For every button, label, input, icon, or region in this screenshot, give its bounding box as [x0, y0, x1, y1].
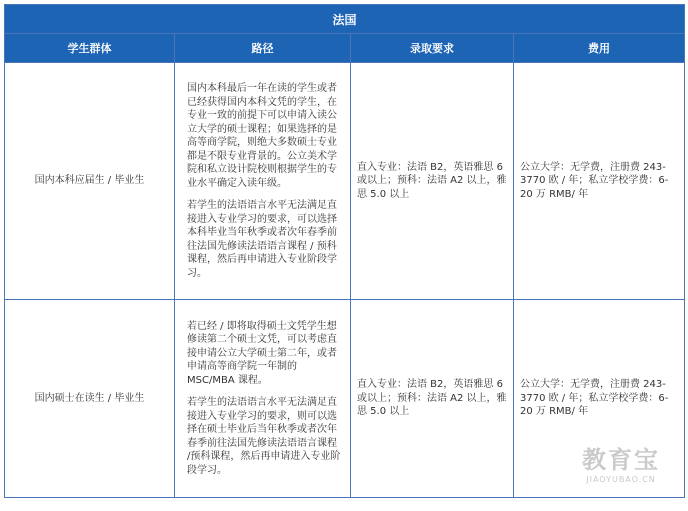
path-cell	[175, 300, 351, 498]
table-row	[5, 63, 685, 300]
table-header-row	[5, 34, 685, 63]
header-path: 路径	[175, 34, 351, 63]
requirement-cell: 直入专业：法语 B2，英语雅思 6 或以上；预科：法语 A2 以上，雅思 5.0 以上	[351, 63, 514, 300]
header-student-group: 学生群体	[5, 34, 175, 63]
france-study-table	[4, 4, 685, 498]
header-fee: 费用	[514, 34, 685, 63]
table-row	[5, 300, 685, 498]
fee-cell: 公立大学：无学费，注册费 243-3770 欧 / 年；私立学校学费：6-20 万 RMB/ 年	[514, 300, 685, 498]
fee-cell: 公立大学：无学费，注册费 243-3770 欧 / 年；私立学校学费：6-20 万 RMB/ 年	[514, 63, 685, 300]
watermark-logo: 教育宝	[582, 446, 660, 474]
header-requirement: 录取要求	[351, 34, 514, 63]
path-paragraph: 若已经 / 即将取得硕士文凭学生想修读第二个硕士文凭，可以考虑直接申请公立大学硕士第二年，或者申请高等商学院一年制的 MSC/MBA 课程。	[187, 320, 337, 386]
table-title: 法国	[5, 5, 685, 34]
student-group-cell: 国内硕士在读生 / 毕业生	[5, 300, 175, 498]
table-title-row	[5, 5, 685, 34]
france-table-container	[4, 4, 684, 498]
watermark-url: JIAOYUBAO.CN	[586, 475, 656, 484]
path-cell	[175, 63, 351, 300]
path-paragraph: 国内本科最后一年在读的学生或者已经获得国内本科文凭的学生，在专业一致的前提下可以申请入读公立大学的硕士课程；如果选择的是高等商学院，则绝大多数硕士专业都是不限专业背景的。公立美术学院和私立设计院校则根据学生的专业水平确定入读年级。	[187, 83, 337, 189]
path-paragraph: 若学生的法语语言水平无法满足直接进入专业学习的要求，则可以选择在硕士毕业后当年秋季或者次年春季前往法国先修读法语语言课程 /预科课程，然后再申请进入专业阶段学习。	[187, 397, 341, 476]
student-group-cell: 国内本科应届生 / 毕业生	[5, 63, 175, 300]
path-paragraph: 若学生的法语语言水平无法满足直接进入专业学习的要求，可以选择本科毕业当年秋季或者次年春季前往法国先修读法语语言课程 / 预科课程，然后再申请进入专业阶段学习。	[187, 200, 337, 279]
requirement-cell: 直入专业：法语 B2，英语雅思 6 或以上；预科：法语 A2 以上，雅思 5.0 以上	[351, 300, 514, 498]
